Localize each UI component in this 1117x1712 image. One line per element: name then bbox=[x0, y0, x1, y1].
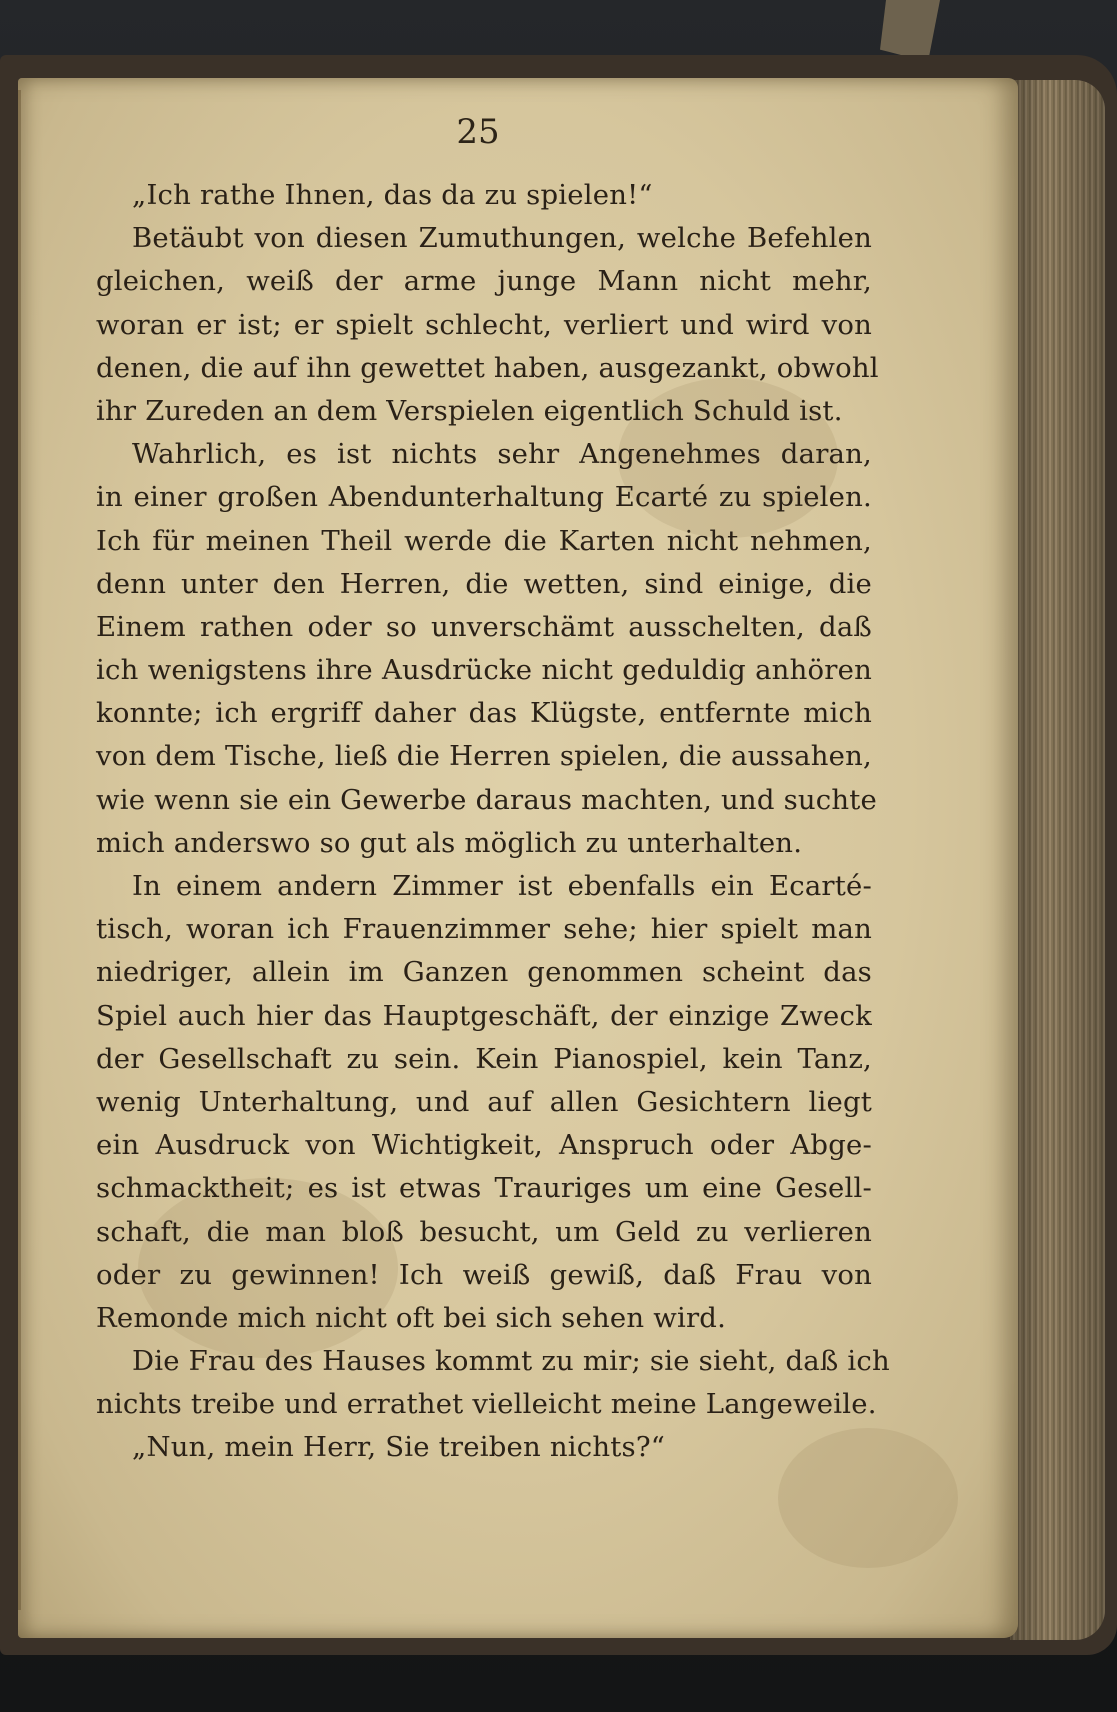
text-line: nichts treibe und errathet vielleicht meine Langeweile. bbox=[96, 1388, 877, 1421]
text-line: oder zu gewinnen! Ich weiß gewiß, daß Frau von bbox=[96, 1258, 872, 1291]
text-line: niedriger, allein im Ganzen genommen scheint das bbox=[96, 956, 872, 989]
page-number: 25 bbox=[456, 112, 500, 152]
text-line: „Ich rathe Ihnen, das da zu spielen!“ bbox=[132, 179, 653, 211]
text-line: gleichen, weiß der arme junge Mann nicht mehr, bbox=[96, 265, 872, 298]
text-line: schmacktheit; es ist etwas Trauriges um eine Gesell- bbox=[96, 1172, 872, 1205]
text-line: der Gesellschaft zu sein. Kein Pianospiel, kein Tanz, bbox=[96, 1042, 872, 1075]
page-text bbox=[96, 174, 890, 1470]
gutter-line bbox=[18, 90, 21, 1610]
text-line: In einem andern Zimmer ist ebenfalls ein Ecarté- bbox=[132, 870, 872, 902]
text-line: schaft, die man bloß besucht, um Geld zu verlieren bbox=[96, 1215, 872, 1248]
text-line: denn unter den Herren, die wetten, sind einige, die bbox=[96, 567, 872, 600]
text-line: konnte; ich ergriff daher das Klügste, entfernte mich bbox=[96, 697, 872, 730]
text-line: ein Ausdruck von Wichtigkeit, Anspruch oder Abge- bbox=[96, 1129, 872, 1162]
text-line: wie wenn sie ein Gewerbe daraus machten, und suchte bbox=[96, 783, 878, 816]
text-line: Spiel auch hier das Hauptgeschäft, der einzige Zweck bbox=[96, 999, 872, 1032]
text-line: ich wenigstens ihre Ausdrücke nicht geduldig anhören bbox=[96, 654, 872, 687]
text-line: Wahrlich, es ist nichts sehr Angenehmes daran, bbox=[132, 438, 872, 471]
text-line: tisch, woran ich Frauenzimmer sehe; hier spielt man bbox=[96, 913, 872, 946]
text-line: mich anderswo so gut als möglich zu unterhalten. bbox=[96, 826, 803, 859]
text-line: Ich für meinen Theil werde die Karten nicht nehmen, bbox=[96, 524, 872, 557]
text-line: „Nun, mein Herr, Sie treiben nichts?“ bbox=[132, 1431, 666, 1464]
text-line: woran er ist; er spielt schlecht, verliert und wird von bbox=[96, 308, 872, 341]
text-line: denen, die auf ihn gewettet haben, ausgezankt, obwohl bbox=[96, 351, 879, 384]
text-line: Einem rathen oder so unverschämt ausschelten, daß bbox=[96, 610, 872, 643]
page-edges-shadow bbox=[1010, 80, 1105, 1640]
text-line: ihr Zureden an dem Verspielen eigentlich Schuld ist. bbox=[96, 394, 843, 427]
text-line: Betäubt von diesen Zumuthungen, welche Befehlen bbox=[132, 222, 872, 255]
text-line: wenig Unterhaltung, und auf allen Gesichtern liegt bbox=[96, 1085, 872, 1118]
text-line: Die Frau des Hauses kommt zu mir; sie sieht, daß ich bbox=[132, 1345, 890, 1378]
text-line: von dem Tische, ließ die Herren spielen, die aussahen, bbox=[96, 740, 872, 773]
text-line: in einer großen Abendunterhaltung Ecarté zu spielen. bbox=[96, 481, 872, 514]
text-line: Remonde mich nicht oft bei sich sehen wird. bbox=[96, 1301, 727, 1334]
